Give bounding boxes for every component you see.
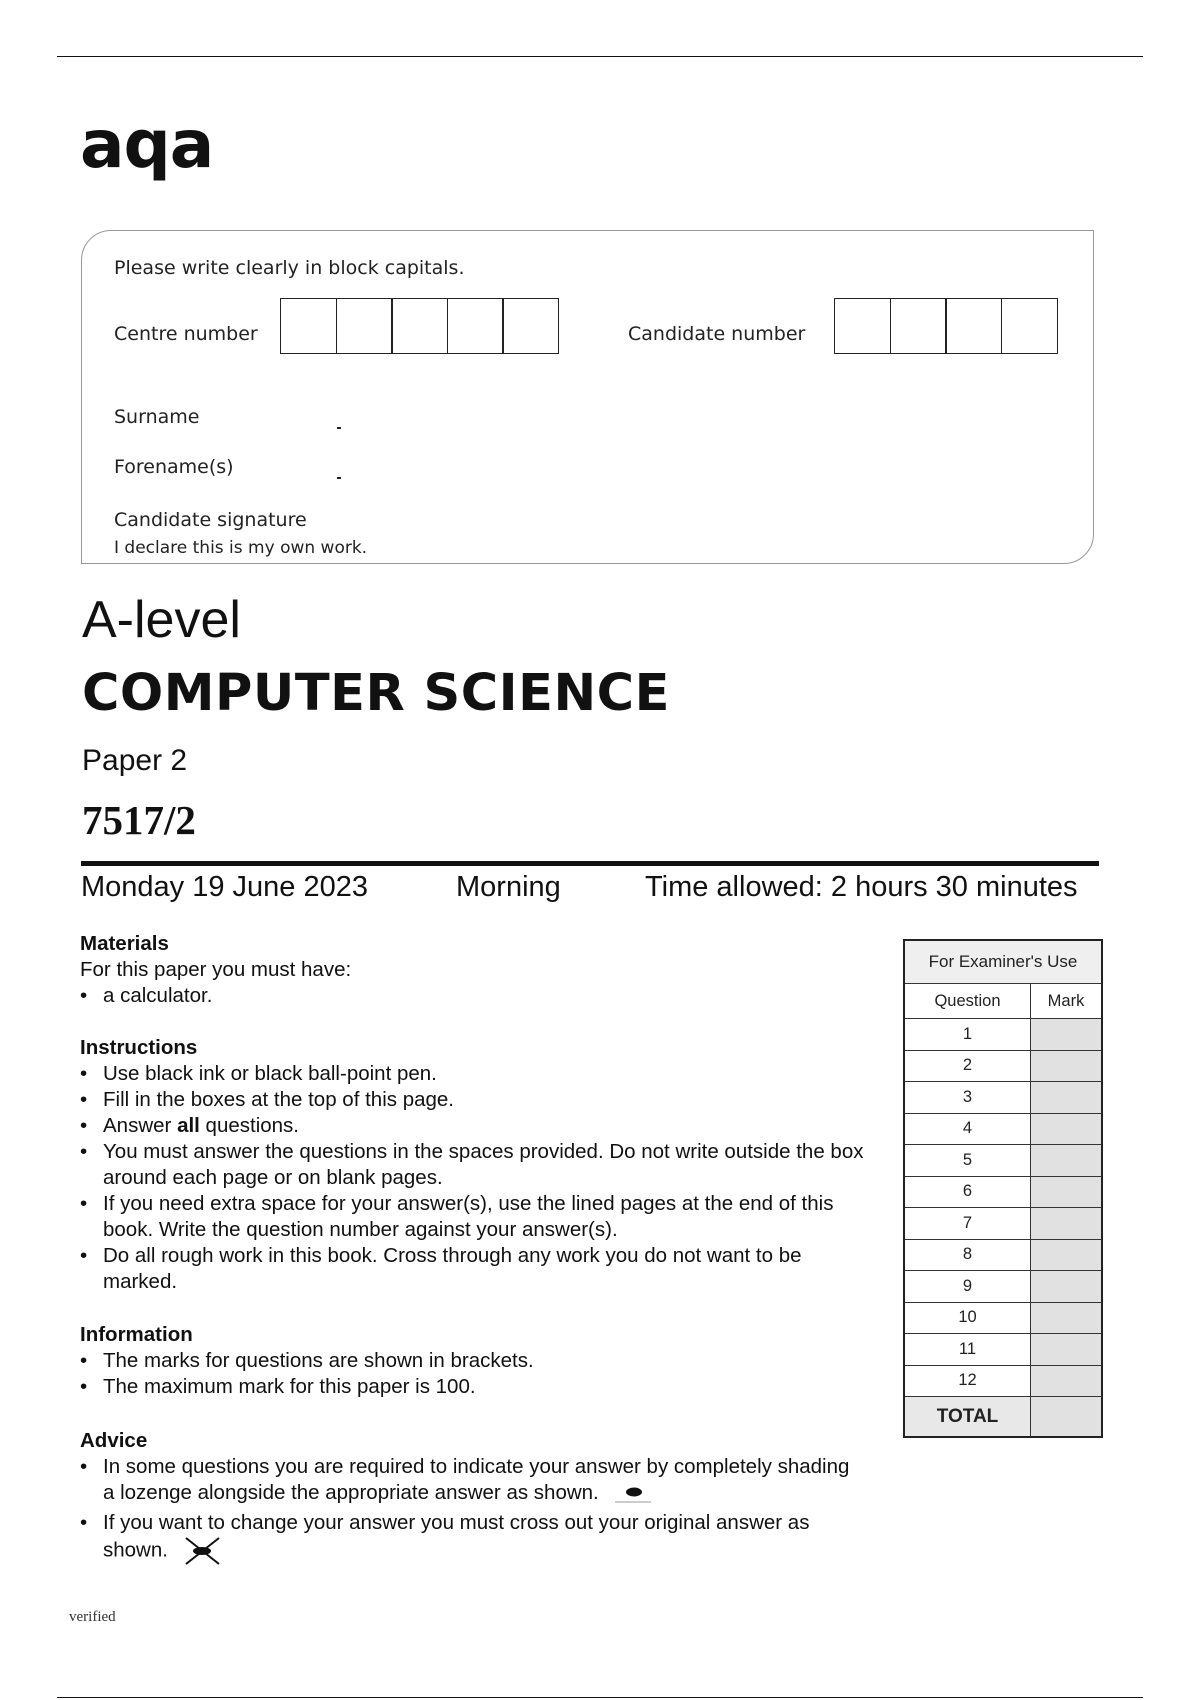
mark-cell[interactable] (1030, 1019, 1102, 1051)
centre-number-digit-box[interactable] (447, 298, 504, 354)
subject-title: COMPUTER SCIENCE (82, 664, 670, 723)
information-heading: Information (80, 1323, 193, 1346)
mark-cell[interactable] (1030, 1176, 1102, 1208)
question-column-header: Question (904, 984, 1030, 1019)
block-capitals-instruction: Please write clearly in block capitals. (114, 257, 465, 279)
examiner-table-row (904, 1145, 1102, 1177)
shaded-lozenge-icon (613, 1484, 653, 1504)
total-row (904, 1397, 1102, 1438)
examiners-use-table (903, 939, 1103, 1438)
centre-number-digit-box[interactable] (280, 298, 337, 354)
instruction-item: • You must answer the questions in the spaces provided. Do not write outside the box around each page or on blank pages. (80, 1139, 880, 1191)
examiner-table-row (904, 1271, 1102, 1303)
question-number-cell: 7 (904, 1208, 1030, 1240)
total-mark-cell[interactable] (1030, 1397, 1102, 1438)
materials-heading: Materials (80, 932, 169, 955)
question-number-cell: 6 (904, 1176, 1030, 1208)
answer-all-suffix: questions. (199, 1114, 300, 1137)
examiner-table-row (904, 1239, 1102, 1271)
question-number-cell: 3 (904, 1082, 1030, 1114)
top-rule (57, 56, 1143, 57)
advice-item (80, 1510, 860, 1566)
instruction-item-answer-all (80, 1113, 880, 1139)
bottom-rule (57, 1697, 1143, 1698)
materials-section (80, 931, 880, 1009)
centre-number-digit-box[interactable] (391, 298, 448, 354)
question-number-cell: 5 (904, 1145, 1030, 1177)
surname-field[interactable] (337, 427, 341, 429)
examiner-table-row (904, 1302, 1102, 1334)
paper-code: 7517/2 (82, 797, 196, 843)
information-item: • The marks for questions are shown in brackets. (80, 1348, 880, 1374)
centre-number-boxes (280, 298, 558, 354)
question-number-cell: 11 (904, 1334, 1030, 1366)
instruction-item: • If you need extra space for your answer(s), use the lined pages at the end of this book. Write the question number against your answer(s). (80, 1191, 880, 1243)
mark-cell[interactable] (1030, 1208, 1102, 1240)
mark-cell[interactable] (1030, 1302, 1102, 1334)
instruction-item: • Do all rough work in this book. Cross through any work you do not want to be marked. (80, 1243, 880, 1295)
materials-item: • a calculator. (80, 983, 880, 1009)
advice-text-cross-out: If you want to change your answer you must cross out your original answer as shown. (103, 1511, 810, 1562)
mark-cell[interactable] (1030, 1365, 1102, 1397)
materials-intro: For this paper you must have: (80, 958, 352, 981)
instructions-heading: Instructions (80, 1036, 198, 1059)
candidate-number-boxes (834, 298, 1056, 354)
examiner-table-row (904, 1208, 1102, 1240)
instructions-section (80, 1035, 880, 1295)
examiner-table-row (904, 1050, 1102, 1082)
information-item: • The maximum mark for this paper is 100. (80, 1374, 880, 1400)
examiner-table-row (904, 1365, 1102, 1397)
mark-cell[interactable] (1030, 1050, 1102, 1082)
exam-date: Monday 19 June 2023 (81, 871, 368, 903)
examiners-use-title: For Examiner's Use (904, 940, 1102, 984)
forenames-label: Forename(s) (114, 456, 234, 478)
exam-session: Morning (456, 871, 561, 903)
aqa-logo: aqa (80, 106, 214, 183)
advice-text-shading: In some questions you are required to indicate your answer by completely shading a lozenge alongside the appropriate answer as shown. (103, 1455, 850, 1504)
instruction-item: • Use black ink or black ball-point pen. (80, 1061, 880, 1087)
question-number-cell: 12 (904, 1365, 1030, 1397)
examiner-table-row (904, 1334, 1102, 1366)
mark-cell[interactable] (1030, 1239, 1102, 1271)
candidate-number-label: Candidate number (628, 323, 806, 345)
information-section (80, 1322, 880, 1400)
crossed-lozenge-icon (182, 1536, 222, 1566)
time-allowed: Time allowed: 2 hours 30 minutes (645, 871, 1078, 903)
advice-item (80, 1454, 860, 1506)
candidate-signature-label: Candidate signature (114, 509, 307, 531)
examiner-table-row (904, 1176, 1102, 1208)
qualification-level: A-level (82, 591, 241, 649)
paper-number: Paper 2 (82, 744, 188, 777)
surname-label: Surname (114, 406, 200, 428)
mark-cell[interactable] (1030, 1082, 1102, 1114)
mark-cell[interactable] (1030, 1334, 1102, 1366)
mark-column-header: Mark (1030, 984, 1102, 1019)
own-work-declaration: I declare this is my own work. (114, 538, 368, 558)
centre-number-digit-box[interactable] (336, 298, 393, 354)
mark-cell[interactable] (1030, 1113, 1102, 1145)
centre-number-digit-box[interactable] (502, 298, 559, 354)
candidate-number-digit-box[interactable] (1001, 298, 1058, 354)
forenames-field[interactable] (337, 477, 341, 479)
mark-cell[interactable] (1030, 1271, 1102, 1303)
question-number-cell: 10 (904, 1302, 1030, 1334)
answer-all-prefix: Answer (103, 1114, 178, 1137)
examiner-table-row (904, 1082, 1102, 1114)
centre-number-label: Centre number (114, 323, 258, 345)
question-number-cell: 2 (904, 1050, 1030, 1082)
candidate-number-digit-box[interactable] (890, 298, 947, 354)
question-number-cell: 4 (904, 1113, 1030, 1145)
total-label-cell: TOTAL (904, 1397, 1030, 1438)
mark-cell[interactable] (1030, 1145, 1102, 1177)
advice-heading: Advice (80, 1429, 148, 1452)
question-number-cell: 8 (904, 1239, 1030, 1271)
verified-stamp: verified (69, 1609, 116, 1625)
question-number-cell: 1 (904, 1019, 1030, 1051)
advice-section (80, 1428, 860, 1566)
instruction-item: • Fill in the boxes at the top of this page. (80, 1087, 880, 1113)
examiner-table-row (904, 1019, 1102, 1051)
question-number-cell: 9 (904, 1271, 1030, 1303)
examiner-table-row (904, 1113, 1102, 1145)
candidate-details-box (81, 230, 1094, 564)
candidate-number-digit-box[interactable] (834, 298, 891, 354)
title-rule (81, 861, 1099, 866)
candidate-number-digit-box[interactable] (945, 298, 1002, 354)
answer-all-bold: all (177, 1114, 200, 1137)
